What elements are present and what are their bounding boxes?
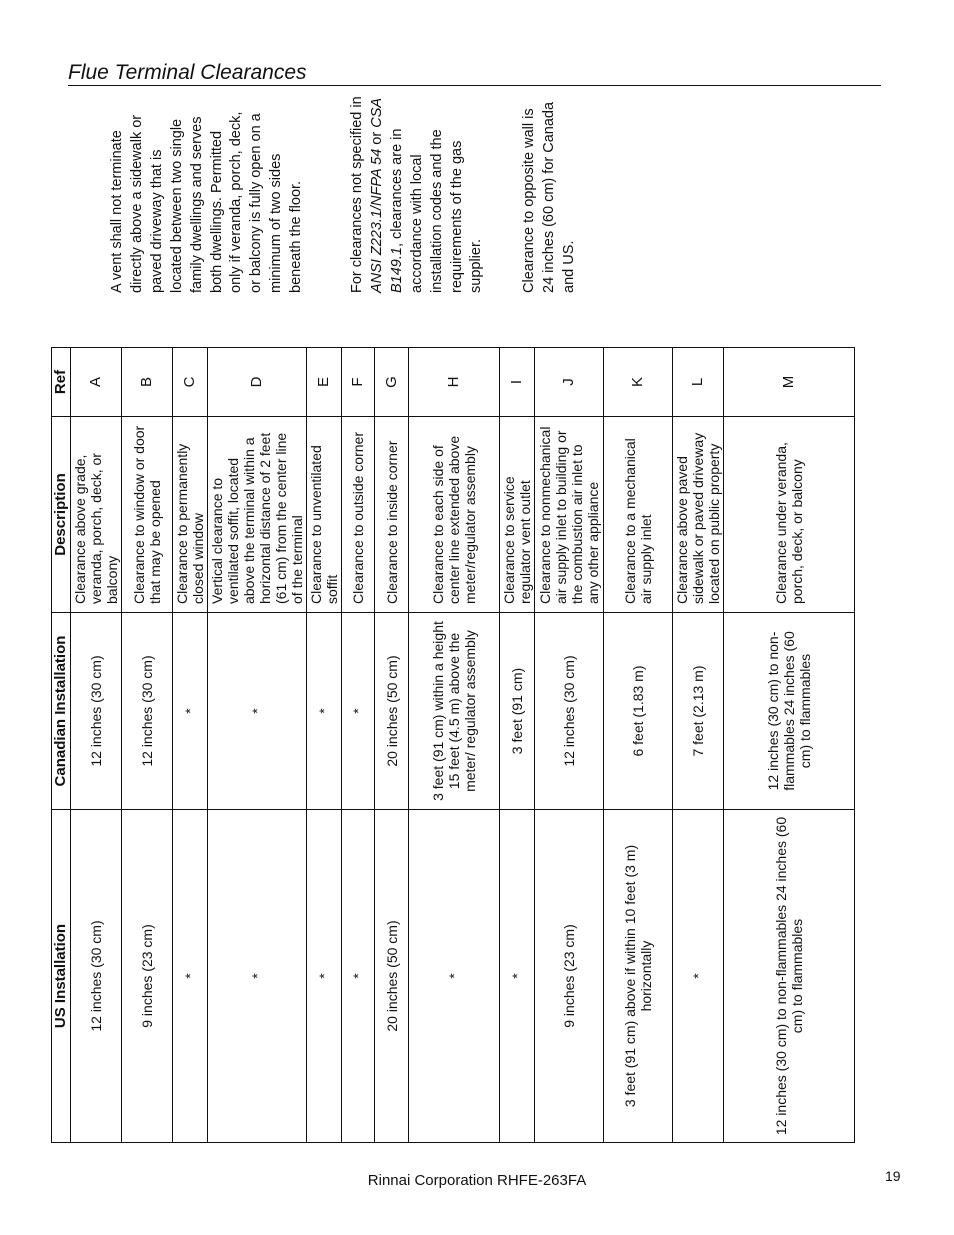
canadian-value: 12 inches (30 cm) — [71, 613, 122, 810]
veranda-note-text: Permitted only if veranda, porch, deck, or balcony is fully open on a minimum of two sides beneath the floor. — [208, 111, 305, 293]
us-value: * — [173, 810, 208, 1143]
ref-cell: H — [409, 348, 500, 417]
us-value: * — [409, 810, 500, 1143]
specified-suffix: , clearances are in accordance with local installation codes and the requirements of the gas supplier. — [388, 128, 485, 293]
us-value: 12 inches (30 cm) to non-flammables 24 inches (60 cm) to flammables — [724, 810, 855, 1143]
canadian-value: * — [208, 613, 307, 810]
us-value: 9 inches (23 cm) — [535, 810, 604, 1143]
description-cell: Clearance above grade, veranda, porch, deck, or balcony — [71, 417, 122, 613]
table-row — [342, 348, 375, 1143]
ref-cell: K — [604, 348, 673, 417]
us-value: 9 inches (23 cm) — [122, 810, 173, 1143]
canadian-value: 20 inches (50 cm) — [375, 613, 409, 810]
description-cell: Clearance to inside corner — [375, 417, 409, 613]
table-row — [500, 348, 535, 1143]
ansi-standard: ANSI Z223.1/NFPA 54 — [368, 148, 385, 293]
header-description: Description — [52, 417, 71, 613]
us-value: * — [307, 810, 342, 1143]
description-cell: Clearance to unventilated soffit — [307, 417, 342, 613]
ref-cell: I — [500, 348, 535, 417]
table-row — [604, 348, 673, 1143]
ref-cell: E — [307, 348, 342, 417]
header-ref: Ref — [52, 348, 71, 417]
description-cell: Clearance under veranda, porch, deck, or balcony — [724, 417, 855, 613]
canadian-value: 12 inches (30 cm) — [535, 613, 604, 810]
us-value: * — [500, 810, 535, 1143]
description-cell: Clearance to nonmechanical air supply inlet to building or the combustion air inlet to any other appliance — [535, 417, 604, 613]
us-value: * — [342, 810, 375, 1143]
clearance-table — [51, 347, 855, 1143]
ref-cell: A — [71, 348, 122, 417]
canadian-value: 12 inches (30 cm) to non-flammables 24 inches (60 cm) to flammables — [724, 613, 855, 810]
table-row — [122, 348, 173, 1143]
header-us: US Installation — [52, 810, 71, 1143]
header-canadian: Canadian Installation — [52, 613, 71, 810]
footer-text: Rinnai Corporation RHFE-263FA — [367, 1172, 587, 1189]
clearance-table-frame — [51, 348, 853, 1143]
specified-note — [348, 95, 487, 293]
us-value: 20 inches (50 cm) — [375, 810, 409, 1143]
description-cell: Vertical clearance to ventilated soffit, located above the terminal within a horizontal distance of 2 feet (61 cm) from the center line of the terminal — [208, 417, 307, 613]
table-row — [409, 348, 500, 1143]
description-cell: Clearance to permanently closed window — [173, 417, 208, 613]
description-cell: Clearance to a mechanical air supply inlet — [604, 417, 673, 613]
description-cell: Clearance to window or door that may be opened — [122, 417, 173, 613]
canadian-value: 3 feet (91 cm) — [500, 613, 535, 810]
description-cell: Clearance to outside corner — [342, 417, 375, 613]
ref-cell: B — [122, 348, 173, 417]
description-cell: Clearance to service regulator vent outlet — [500, 417, 535, 613]
ref-cell: J — [535, 348, 604, 417]
csa-standard: CSA B149.1 — [368, 98, 405, 293]
table-row — [724, 348, 855, 1143]
table-row — [71, 348, 122, 1143]
table-row — [673, 348, 724, 1143]
table-row — [208, 348, 307, 1143]
canadian-value: * — [342, 613, 375, 810]
canadian-value: 12 inches (30 cm) — [122, 613, 173, 810]
table-row — [173, 348, 208, 1143]
ref-cell: C — [173, 348, 208, 417]
specified-prefix: For clearances not specified in — [349, 96, 365, 293]
canadian-value: 3 feet (91 cm) within a height 15 feet (4.5 m) above the meter/ regulator assembly — [409, 613, 500, 810]
table-row — [375, 348, 409, 1143]
table-row — [307, 348, 342, 1143]
ref-cell: M — [724, 348, 855, 417]
header-row — [52, 348, 71, 1143]
ref-cell: L — [673, 348, 724, 417]
us-value: * — [673, 810, 724, 1143]
canadian-value: 7 feet (2.13 m) — [673, 613, 724, 810]
canadian-value: * — [307, 613, 342, 810]
canadian-value: * — [173, 613, 208, 810]
us-value: * — [208, 810, 307, 1143]
ref-cell: G — [375, 348, 409, 417]
ref-cell: D — [208, 348, 307, 417]
description-cell: Clearance above paved sidewalk or paved driveway located on public property — [673, 417, 724, 613]
table-row — [535, 348, 604, 1143]
opposite-wall-note: Clearance to opposite wall is 24 inches (60 cm) for Canada and US. — [521, 101, 577, 293]
us-value: 12 inches (30 cm) — [71, 810, 122, 1143]
or-word: or — [368, 131, 385, 145]
page-number: 19 — [885, 1168, 901, 1184]
ref-cell: F — [342, 348, 375, 417]
canadian-value: 6 feet (1.83 m) — [604, 613, 673, 810]
vent-note-text: A vent shall not terminate directly above a sidewalk or paved driveway that is located between two single family dwellings and serves both dwellings. — [109, 114, 225, 293]
description-cell: Clearance to each side of center line extended above meter/regulator assembly — [409, 417, 500, 613]
us-value: 3 feet (91 cm) above if within 10 feet (3 m) horizontally — [604, 810, 673, 1143]
vent-note — [108, 105, 307, 293]
page-title: Flue Terminal Clearances — [68, 60, 881, 86]
